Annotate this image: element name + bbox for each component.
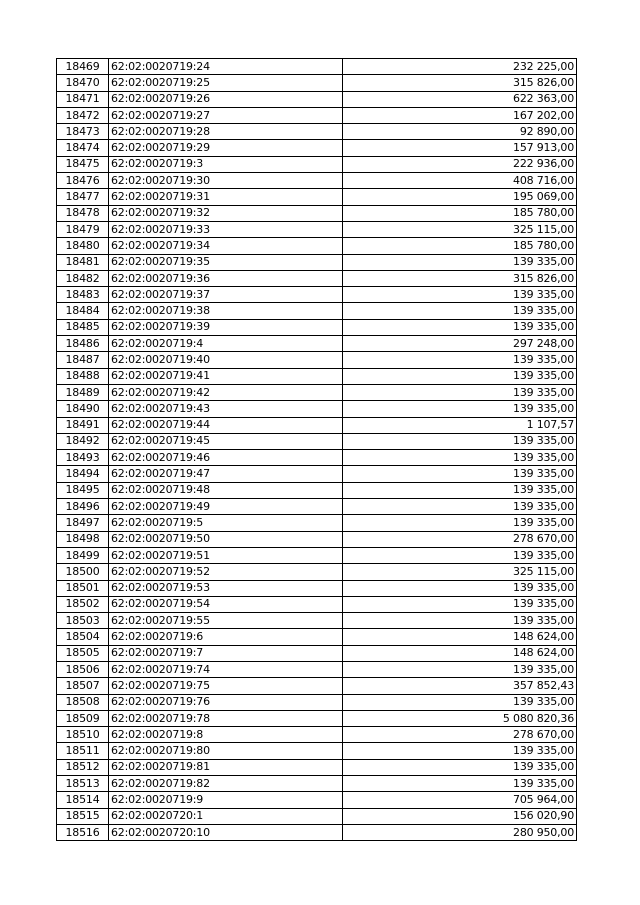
cadastral-number-cell: 62:02:0020719:78 <box>109 710 343 726</box>
cadastral-number-cell: 62:02:0020719:37 <box>109 287 343 303</box>
row-number-cell: 18480 <box>57 238 109 254</box>
value-cell: 315 826,00 <box>343 75 577 91</box>
row-number-cell: 18471 <box>57 91 109 107</box>
cadastral-number-cell: 62:02:0020719:36 <box>109 270 343 286</box>
row-number-cell: 18508 <box>57 694 109 710</box>
table-row <box>57 205 577 221</box>
cadastral-number-cell: 62:02:0020719:54 <box>109 596 343 612</box>
cadastral-number-cell: 62:02:0020719:47 <box>109 466 343 482</box>
row-number-cell: 18511 <box>57 743 109 759</box>
row-number-cell: 18488 <box>57 368 109 384</box>
row-number-cell: 18509 <box>57 710 109 726</box>
cadastral-number-cell: 62:02:0020719:3 <box>109 156 343 172</box>
row-number-cell: 18481 <box>57 254 109 270</box>
table-row <box>57 417 577 433</box>
table-row <box>57 645 577 661</box>
value-cell: 408 716,00 <box>343 173 577 189</box>
row-number-cell: 18493 <box>57 450 109 466</box>
value-cell: 156 020,90 <box>343 808 577 824</box>
row-number-cell: 18495 <box>57 482 109 498</box>
value-cell: 139 335,00 <box>343 433 577 449</box>
table-row <box>57 808 577 824</box>
cadastral-number-cell: 62:02:0020719:24 <box>109 59 343 75</box>
table-row <box>57 759 577 775</box>
value-cell: 139 335,00 <box>343 303 577 319</box>
table-row <box>57 368 577 384</box>
cadastral-value-table <box>56 58 577 841</box>
value-cell: 139 335,00 <box>343 287 577 303</box>
value-cell: 325 115,00 <box>343 221 577 237</box>
cadastral-number-cell: 62:02:0020719:48 <box>109 482 343 498</box>
row-number-cell: 18503 <box>57 613 109 629</box>
row-number-cell: 18513 <box>57 776 109 792</box>
value-cell: 139 335,00 <box>343 743 577 759</box>
cadastral-number-cell: 62:02:0020720:10 <box>109 824 343 840</box>
row-number-cell: 18496 <box>57 499 109 515</box>
cadastral-number-cell: 62:02:0020719:6 <box>109 629 343 645</box>
value-cell: 185 780,00 <box>343 205 577 221</box>
value-cell: 139 335,00 <box>343 499 577 515</box>
row-number-cell: 18473 <box>57 124 109 140</box>
value-cell: 195 069,00 <box>343 189 577 205</box>
table-row <box>57 694 577 710</box>
cadastral-number-cell: 62:02:0020719:38 <box>109 303 343 319</box>
row-number-cell: 18492 <box>57 433 109 449</box>
table-row <box>57 189 577 205</box>
cadastral-number-cell: 62:02:0020719:29 <box>109 140 343 156</box>
value-cell: 280 950,00 <box>343 824 577 840</box>
row-number-cell: 18500 <box>57 564 109 580</box>
table-row <box>57 580 577 596</box>
row-number-cell: 18476 <box>57 173 109 189</box>
table-row <box>57 107 577 123</box>
row-number-cell: 18490 <box>57 401 109 417</box>
value-cell: 139 335,00 <box>343 776 577 792</box>
cadastral-number-cell: 62:02:0020719:53 <box>109 580 343 596</box>
row-number-cell: 18482 <box>57 270 109 286</box>
row-number-cell: 18479 <box>57 221 109 237</box>
row-number-cell: 18507 <box>57 678 109 694</box>
value-cell: 325 115,00 <box>343 564 577 580</box>
table-row <box>57 140 577 156</box>
value-cell: 167 202,00 <box>343 107 577 123</box>
row-number-cell: 18487 <box>57 352 109 368</box>
row-number-cell: 18502 <box>57 596 109 612</box>
table-row <box>57 287 577 303</box>
value-cell: 139 335,00 <box>343 352 577 368</box>
row-number-cell: 18515 <box>57 808 109 824</box>
cadastral-number-cell: 62:02:0020719:76 <box>109 694 343 710</box>
table-row <box>57 515 577 531</box>
cadastral-number-cell: 62:02:0020719:26 <box>109 91 343 107</box>
cadastral-number-cell: 62:02:0020719:44 <box>109 417 343 433</box>
cadastral-number-cell: 62:02:0020719:7 <box>109 645 343 661</box>
table-row <box>57 743 577 759</box>
cadastral-number-cell: 62:02:0020719:5 <box>109 515 343 531</box>
table-row <box>57 336 577 352</box>
value-cell: 139 335,00 <box>343 384 577 400</box>
value-cell: 278 670,00 <box>343 531 577 547</box>
value-cell: 297 248,00 <box>343 336 577 352</box>
cadastral-number-cell: 62:02:0020719:28 <box>109 124 343 140</box>
table-row <box>57 466 577 482</box>
cadastral-number-cell: 62:02:0020719:50 <box>109 531 343 547</box>
cadastral-number-cell: 62:02:0020719:39 <box>109 319 343 335</box>
value-cell: 92 890,00 <box>343 124 577 140</box>
cadastral-number-cell: 62:02:0020719:25 <box>109 75 343 91</box>
table-row <box>57 156 577 172</box>
cadastral-number-cell: 62:02:0020719:51 <box>109 547 343 563</box>
table-body <box>57 59 577 841</box>
cadastral-number-cell: 62:02:0020719:52 <box>109 564 343 580</box>
cadastral-number-cell: 62:02:0020719:41 <box>109 368 343 384</box>
table-row <box>57 270 577 286</box>
row-number-cell: 18505 <box>57 645 109 661</box>
value-cell: 139 335,00 <box>343 319 577 335</box>
table-row <box>57 613 577 629</box>
value-cell: 357 852,43 <box>343 678 577 694</box>
table-row <box>57 238 577 254</box>
table-row <box>57 710 577 726</box>
row-number-cell: 18497 <box>57 515 109 531</box>
cadastral-number-cell: 62:02:0020719:75 <box>109 678 343 694</box>
table-row <box>57 173 577 189</box>
row-number-cell: 18501 <box>57 580 109 596</box>
table-row <box>57 254 577 270</box>
cadastral-number-cell: 62:02:0020719:30 <box>109 173 343 189</box>
row-number-cell: 18504 <box>57 629 109 645</box>
value-cell: 139 335,00 <box>343 401 577 417</box>
value-cell: 315 826,00 <box>343 270 577 286</box>
table-row <box>57 384 577 400</box>
table-row <box>57 792 577 808</box>
cadastral-number-cell: 62:02:0020719:31 <box>109 189 343 205</box>
cadastral-number-cell: 62:02:0020719:82 <box>109 776 343 792</box>
row-number-cell: 18475 <box>57 156 109 172</box>
table-row <box>57 221 577 237</box>
value-cell: 705 964,00 <box>343 792 577 808</box>
cadastral-number-cell: 62:02:0020720:1 <box>109 808 343 824</box>
table-row <box>57 450 577 466</box>
value-cell: 139 335,00 <box>343 613 577 629</box>
cadastral-number-cell: 62:02:0020719:34 <box>109 238 343 254</box>
row-number-cell: 18499 <box>57 547 109 563</box>
cadastral-number-cell: 62:02:0020719:35 <box>109 254 343 270</box>
table-row <box>57 596 577 612</box>
row-number-cell: 18472 <box>57 107 109 123</box>
table-row <box>57 433 577 449</box>
row-number-cell: 18498 <box>57 531 109 547</box>
value-cell: 148 624,00 <box>343 645 577 661</box>
row-number-cell: 18506 <box>57 661 109 677</box>
row-number-cell: 18478 <box>57 205 109 221</box>
table-row <box>57 482 577 498</box>
row-number-cell: 18470 <box>57 75 109 91</box>
cadastral-number-cell: 62:02:0020719:46 <box>109 450 343 466</box>
table-row <box>57 727 577 743</box>
value-cell: 622 363,00 <box>343 91 577 107</box>
value-cell: 185 780,00 <box>343 238 577 254</box>
table-row <box>57 629 577 645</box>
cadastral-number-cell: 62:02:0020719:32 <box>109 205 343 221</box>
row-number-cell: 18516 <box>57 824 109 840</box>
value-cell: 157 913,00 <box>343 140 577 156</box>
cadastral-number-cell: 62:02:0020719:43 <box>109 401 343 417</box>
row-number-cell: 18514 <box>57 792 109 808</box>
row-number-cell: 18483 <box>57 287 109 303</box>
table-row <box>57 75 577 91</box>
row-number-cell: 18512 <box>57 759 109 775</box>
row-number-cell: 18485 <box>57 319 109 335</box>
table-row <box>57 59 577 75</box>
row-number-cell: 18489 <box>57 384 109 400</box>
value-cell: 139 335,00 <box>343 694 577 710</box>
value-cell: 1 107,57 <box>343 417 577 433</box>
table-row <box>57 91 577 107</box>
row-number-cell: 18510 <box>57 727 109 743</box>
row-number-cell: 18491 <box>57 417 109 433</box>
table-row <box>57 824 577 840</box>
cadastral-number-cell: 62:02:0020719:42 <box>109 384 343 400</box>
table-row <box>57 531 577 547</box>
value-cell: 232 225,00 <box>343 59 577 75</box>
table-row <box>57 352 577 368</box>
value-cell: 139 335,00 <box>343 254 577 270</box>
value-cell: 139 335,00 <box>343 547 577 563</box>
document-page <box>56 58 577 841</box>
table-row <box>57 661 577 677</box>
cadastral-number-cell: 62:02:0020719:45 <box>109 433 343 449</box>
row-number-cell: 18477 <box>57 189 109 205</box>
table-row <box>57 678 577 694</box>
cadastral-number-cell: 62:02:0020719:80 <box>109 743 343 759</box>
table-row <box>57 319 577 335</box>
value-cell: 139 335,00 <box>343 466 577 482</box>
cadastral-number-cell: 62:02:0020719:27 <box>109 107 343 123</box>
cadastral-number-cell: 62:02:0020719:8 <box>109 727 343 743</box>
table-row <box>57 401 577 417</box>
table-row <box>57 499 577 515</box>
cadastral-number-cell: 62:02:0020719:81 <box>109 759 343 775</box>
value-cell: 139 335,00 <box>343 596 577 612</box>
row-number-cell: 18494 <box>57 466 109 482</box>
value-cell: 139 335,00 <box>343 450 577 466</box>
value-cell: 139 335,00 <box>343 515 577 531</box>
cadastral-number-cell: 62:02:0020719:74 <box>109 661 343 677</box>
cadastral-number-cell: 62:02:0020719:9 <box>109 792 343 808</box>
value-cell: 278 670,00 <box>343 727 577 743</box>
cadastral-number-cell: 62:02:0020719:33 <box>109 221 343 237</box>
value-cell: 139 335,00 <box>343 759 577 775</box>
table-row <box>57 547 577 563</box>
table-row <box>57 776 577 792</box>
value-cell: 139 335,00 <box>343 482 577 498</box>
cadastral-number-cell: 62:02:0020719:4 <box>109 336 343 352</box>
row-number-cell: 18474 <box>57 140 109 156</box>
cadastral-number-cell: 62:02:0020719:55 <box>109 613 343 629</box>
table-row <box>57 124 577 140</box>
cadastral-number-cell: 62:02:0020719:49 <box>109 499 343 515</box>
value-cell: 148 624,00 <box>343 629 577 645</box>
value-cell: 222 936,00 <box>343 156 577 172</box>
row-number-cell: 18469 <box>57 59 109 75</box>
table-row <box>57 303 577 319</box>
table-row <box>57 564 577 580</box>
row-number-cell: 18484 <box>57 303 109 319</box>
row-number-cell: 18486 <box>57 336 109 352</box>
value-cell: 5 080 820,36 <box>343 710 577 726</box>
value-cell: 139 335,00 <box>343 368 577 384</box>
cadastral-number-cell: 62:02:0020719:40 <box>109 352 343 368</box>
value-cell: 139 335,00 <box>343 580 577 596</box>
value-cell: 139 335,00 <box>343 661 577 677</box>
